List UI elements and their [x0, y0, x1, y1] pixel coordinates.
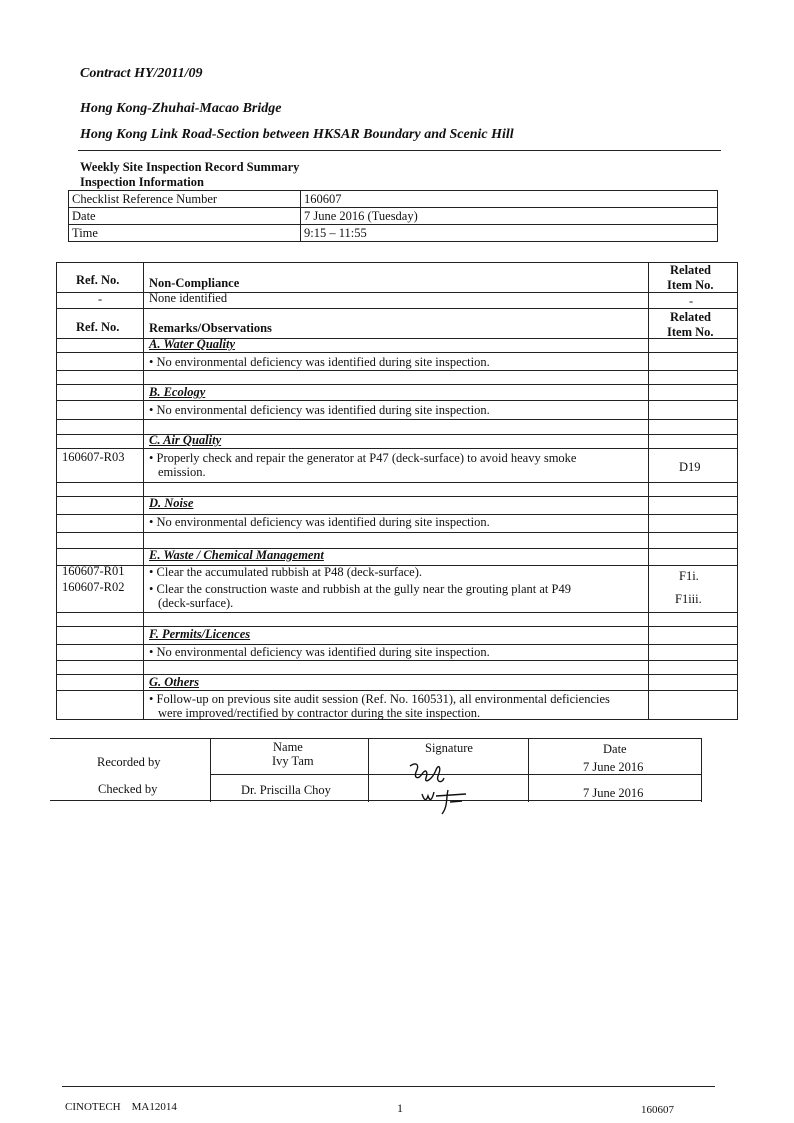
nc-title-header: Non-Compliance [149, 276, 240, 290]
info-value: 9:15 – 11:55 [301, 225, 718, 242]
nc-related-header-1: Related [670, 263, 711, 277]
nc-text: None identified [149, 291, 228, 305]
item-text-line1: • Follow-up on previous site audit session (Ref. No. 160531), all environmental deficiencies [149, 692, 610, 706]
nc-related-header-2: Item No. [667, 278, 714, 292]
item-text: • No environmental deficiency was identified during site inspection. [149, 403, 490, 417]
project-title-line2: Hong Kong Link Road-Section between HKSAR Boundary and Scenic Hill [80, 127, 514, 142]
section-title-waste: E. Waste / Chemical Management [149, 548, 324, 562]
item-text: • No environmental deficiency was identified during site inspection. [149, 355, 490, 369]
info-label: Checklist Reference Number [69, 191, 301, 208]
rm-title-header: Remarks/Observations [149, 321, 272, 335]
signoff-date-header: Date [603, 742, 627, 756]
footer-right: 160607 [641, 1104, 674, 1116]
signature-image [418, 786, 498, 816]
rm-related-header-2: Item No. [667, 325, 714, 339]
item-text: • Clear the accumulated rubbish at P48 (deck-surface). [149, 565, 423, 579]
signoff-table [50, 738, 702, 802]
footer-left: CINOTECH MA12014 [65, 1101, 177, 1113]
info-row [69, 225, 718, 242]
signoff-signature-header: Signature [425, 741, 473, 755]
rm-ref-header: Ref. No. [76, 320, 120, 334]
section-title-air: C. Air Quality [149, 433, 222, 447]
item-ref: 160607-R01 [62, 564, 125, 578]
signature-image [402, 758, 482, 788]
info-value: 160607 [301, 191, 718, 208]
footer-rule [62, 1086, 715, 1087]
section-title-noise: D. Noise [149, 496, 194, 510]
nc-ref: - [98, 292, 103, 306]
inspection-info-table [68, 190, 718, 242]
nc-related: - [689, 294, 694, 308]
project-title-line1: Hong Kong-Zhuhai-Macao Bridge [80, 101, 282, 116]
signoff-name: Dr. Priscilla Choy [241, 783, 331, 797]
item-related: F1i. [679, 569, 699, 583]
contract-number: Contract HY/2011/09 [80, 66, 203, 81]
section-title-others: G. Others [149, 675, 200, 689]
signoff-name: Ivy Tam [272, 754, 314, 768]
header-rule [78, 150, 721, 151]
item-text-line2: were improved/rectified by contractor during the site inspection. [158, 706, 481, 720]
signoff-role: Checked by [98, 782, 158, 796]
item-text-line2: (deck-surface). [158, 596, 234, 610]
item-related: D19 [679, 460, 701, 474]
signoff-name-header: Name [273, 740, 303, 754]
footer-page-number: 1 [397, 1101, 403, 1115]
info-label: Time [69, 225, 301, 242]
item-ref: 160607-R02 [62, 580, 125, 594]
rm-related-header-1: Related [670, 310, 711, 324]
section-title-water: A. Water Quality [149, 337, 236, 351]
info-title: Inspection Information [80, 175, 204, 189]
info-value: 7 June 2016 (Tuesday) [301, 208, 718, 225]
item-text: • No environmental deficiency was identified during site inspection. [149, 515, 490, 529]
info-row [69, 191, 718, 208]
info-row [69, 208, 718, 225]
item-text-line2: emission. [158, 465, 206, 479]
signoff-date: 7 June 2016 [583, 760, 644, 774]
info-label: Date [69, 208, 301, 225]
record-title: Weekly Site Inspection Record Summary [80, 160, 300, 174]
section-title-permits: F. Permits/Licences [149, 627, 251, 641]
item-text-line1: • Properly check and repair the generator at P47 (deck-surface) to avoid heavy smoke [149, 451, 577, 465]
signoff-date: 7 June 2016 [583, 786, 644, 800]
remarks-table [56, 262, 738, 720]
item-text-line1: • Clear the construction waste and rubbish at the gully near the grouting plant at P49 [149, 582, 571, 596]
item-related: F1iii. [675, 592, 702, 606]
section-title-ecology: B. Ecology [149, 385, 206, 399]
signoff-role: Recorded by [97, 755, 161, 769]
nc-ref-header: Ref. No. [76, 273, 120, 287]
item-ref: 160607-R03 [62, 450, 125, 464]
item-text: • No environmental deficiency was identified during site inspection. [149, 645, 490, 659]
